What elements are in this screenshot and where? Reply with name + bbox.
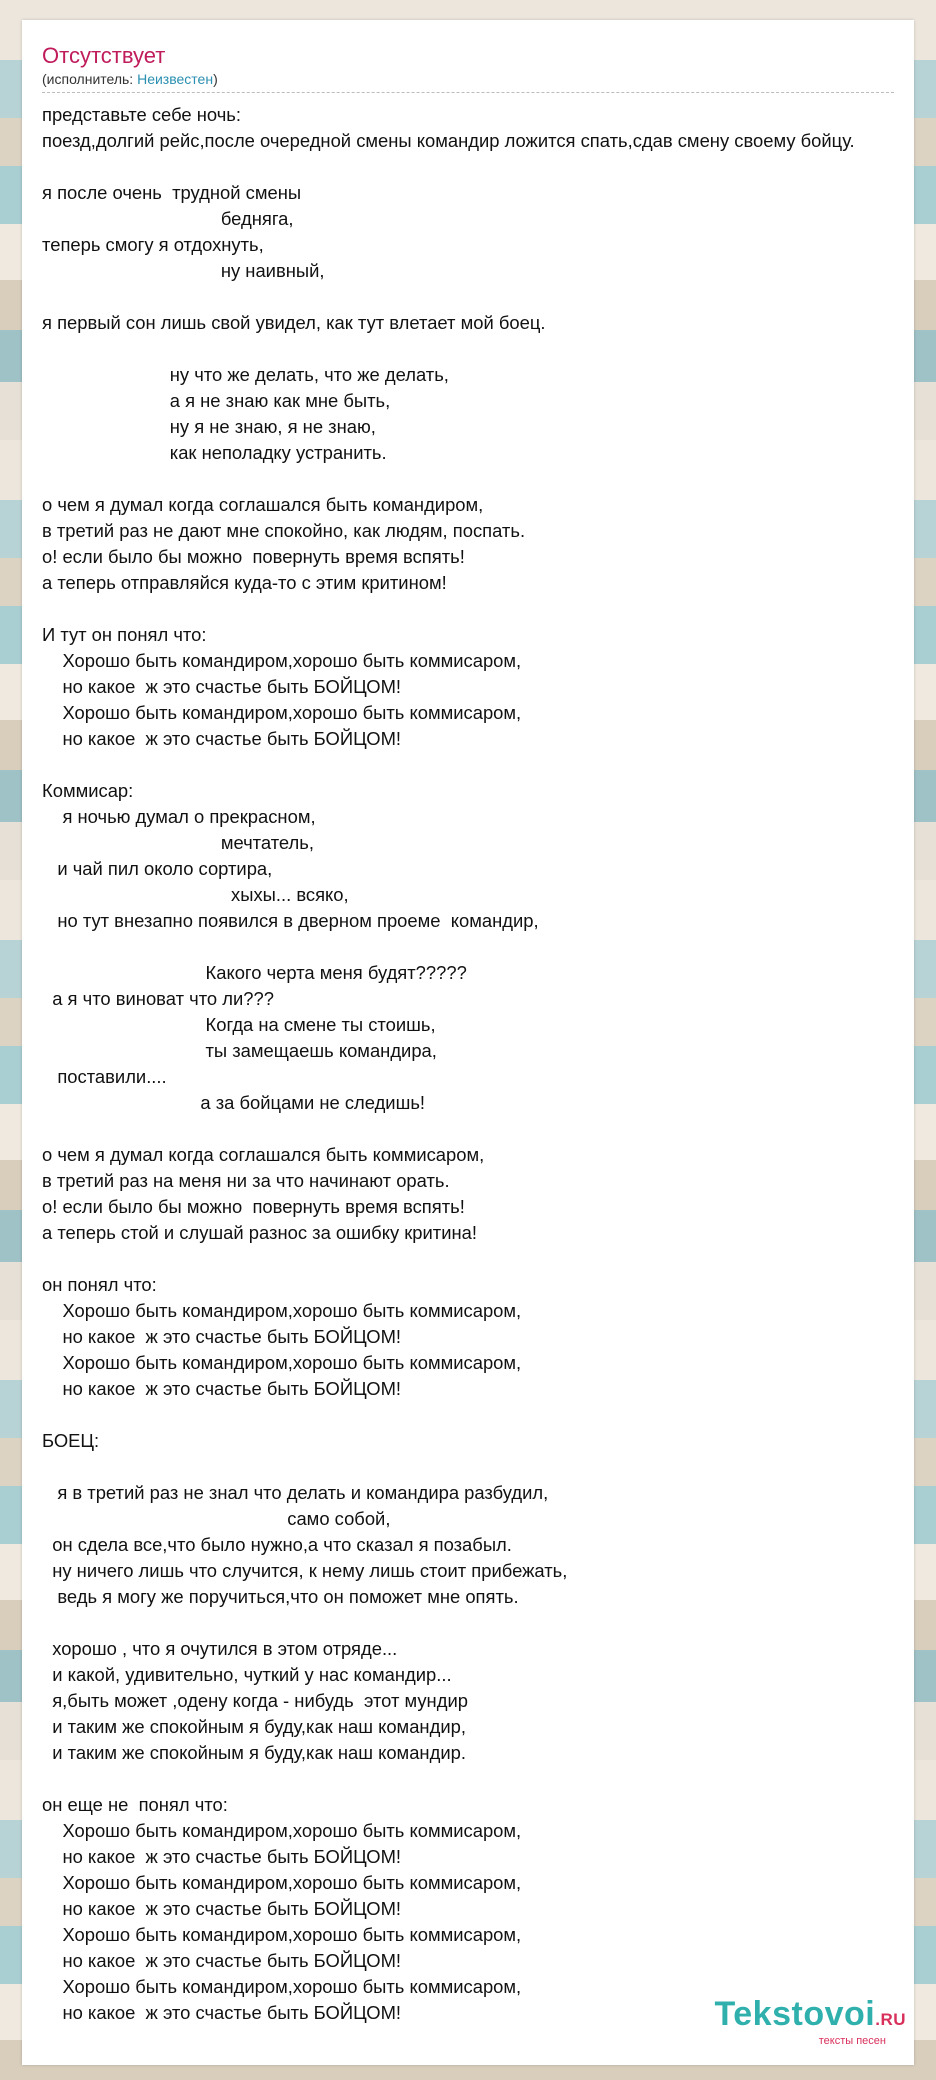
lyric-line: он сдела все,что было нужно,а что сказал я позабыл. — [42, 1534, 512, 1555]
lyric-line: теперь смогу я отдохнуть, — [42, 234, 264, 255]
lyric-line: о чем я думал когда соглашался быть командиром, — [42, 494, 484, 515]
lyric-line: и таким же спокойным я буду,как наш командир, — [42, 1716, 466, 1737]
lyric-line — [42, 596, 914, 622]
performer-line — [42, 70, 894, 93]
lyric-line: Хорошо быть командиром,хорошо быть коммисаром, — [42, 1872, 522, 1893]
lyric-line: Хорошо быть командиром,хорошо быть коммисаром, — [42, 1924, 522, 1945]
lyric-line: он понял что: — [42, 1274, 157, 1295]
lyric-line: БОЕЦ: — [42, 1430, 100, 1451]
performer-prefix: (исполнитель: — [42, 71, 138, 87]
logo-domain: .RU — [875, 2010, 906, 2029]
lyric-line — [42, 1454, 914, 1480]
lyric-line: но какое ж это счастье быть БОЙЦОМ! — [42, 2002, 402, 2023]
lyric-line: Хорошо быть командиром,хорошо быть коммисаром, — [42, 1300, 522, 1321]
logo-tagline: тексты песен — [818, 2035, 886, 2047]
lyric-line: а я не знаю как мне быть, — [42, 390, 391, 411]
lyric-line: я,быть может ,одену когда - нибудь этот мундир — [42, 1690, 468, 1711]
lyric-line: и чай пил около сортира, — [42, 858, 273, 879]
lyric-line: Хорошо быть командиром,хорошо быть коммисаром, — [42, 702, 522, 723]
lyric-line: представьте себе ночь: — [42, 104, 241, 125]
lyric-line: а теперь отправляйся куда-то с этим критином! — [42, 572, 447, 593]
performer-link[interactable]: Неизвестен — [137, 71, 214, 87]
lyric-line: но какое ж это счастье быть БОЙЦОМ! — [42, 1898, 402, 1919]
lyric-line: ну я не знаю, я не знаю, — [42, 416, 376, 437]
lyric-line — [42, 1116, 914, 1142]
lyric-line: а теперь стой и слушай разнос за ошибку критина! — [42, 1222, 477, 1243]
lyric-line — [42, 1246, 914, 1272]
lyric-line: Хорошо быть командиром,хорошо быть коммисаром, — [42, 1352, 522, 1373]
lyric-line: ну наивный, — [42, 260, 325, 281]
lyric-line: о! если было бы можно повернуть время вспять! — [42, 546, 465, 567]
lyrics-card — [22, 20, 914, 2065]
lyric-line: само собой, — [42, 1508, 391, 1529]
lyric-line: ну что же делать, что же делать, — [42, 364, 449, 385]
lyric-line: и таким же спокойным я буду,как наш командир. — [42, 1742, 466, 1763]
song-title: Отсутствует — [42, 43, 166, 68]
lyrics-text — [42, 102, 914, 2026]
site-logo[interactable] — [715, 1997, 906, 2047]
lyric-line — [42, 466, 914, 492]
lyric-line: Какого черта меня будят????? — [42, 962, 467, 983]
lyric-line — [42, 336, 914, 362]
lyric-line: бедняга, — [42, 208, 294, 229]
lyric-line — [42, 154, 914, 180]
lyric-line: и какой, удивительно, чуткий у нас командир... — [42, 1664, 452, 1685]
lyric-line: в третий раз не дают мне спокойно, как людям, поспать. — [42, 520, 526, 541]
lyric-line: ведь я могу же поручиться,что он поможет мне опять. — [42, 1586, 519, 1607]
lyric-line: я первый сон лишь свой увидел, как тут влетает мой боец. — [42, 312, 546, 333]
lyric-line: но какое ж это счастье быть БОЙЦОМ! — [42, 1326, 402, 1347]
logo-name: Tekstovoi — [714, 1995, 876, 2033]
lyric-line: о! если было бы можно повернуть время вспять! — [42, 1196, 465, 1217]
lyric-line: о чем я думал когда соглашался быть коммисаром, — [42, 1144, 485, 1165]
lyric-line: а за бойцами не следишь! — [42, 1092, 426, 1113]
lyric-line: мечтатель, — [42, 832, 314, 853]
lyric-line: И тут он понял что: — [42, 624, 207, 645]
lyric-line: но какое ж это счастье быть БОЙЦОМ! — [42, 728, 402, 749]
lyric-line: хыхы... всяко, — [42, 884, 349, 905]
lyric-line: я в третий раз не знал что делать и командира разбудил, — [42, 1482, 549, 1503]
lyric-line: Хорошо быть командиром,хорошо быть коммисаром, — [42, 1976, 522, 1997]
lyric-line: а я что виноват что ли??? — [42, 988, 274, 1009]
lyric-line: но какое ж это счастье быть БОЙЦОМ! — [42, 676, 402, 697]
song-header — [42, 42, 894, 93]
lyric-line: я после очень трудной смены — [42, 182, 302, 203]
lyric-line — [42, 1402, 914, 1428]
lyric-line: но какое ж это счастье быть БОЙЦОМ! — [42, 1846, 402, 1867]
lyric-line — [42, 284, 914, 310]
lyric-line: но какое ж это счастье быть БОЙЦОМ! — [42, 1378, 402, 1399]
lyric-line: поезд,долгий рейс,после очередной смены командир ложится спать,сдав смену своему бойцу. — [42, 130, 855, 151]
lyric-line: Коммисар: — [42, 780, 134, 801]
lyric-line: он еще не понял что: — [42, 1794, 228, 1815]
lyric-line — [42, 1766, 914, 1792]
lyric-line: как неполадку устранить. — [42, 442, 387, 463]
lyric-line — [42, 752, 914, 778]
lyric-line: ты замещаешь командира, — [42, 1040, 437, 1061]
lyric-line: в третий раз на меня ни за что начинают орать. — [42, 1170, 450, 1191]
lyric-line: хорошо , что я очутился в этом отряде... — [42, 1638, 398, 1659]
lyric-line — [42, 934, 914, 960]
lyric-line: Хорошо быть командиром,хорошо быть коммисаром, — [42, 650, 522, 671]
lyric-line — [42, 1610, 914, 1636]
lyric-line: поставили.... — [42, 1066, 167, 1087]
logo-wordmark — [715, 1997, 906, 2037]
performer-suffix: ) — [213, 71, 218, 87]
lyric-line: но какое ж это счастье быть БОЙЦОМ! — [42, 1950, 402, 1971]
lyric-line: Хорошо быть командиром,хорошо быть коммисаром, — [42, 1820, 522, 1841]
lyric-line: ну ничего лишь что случится, к нему лишь стоит прибежать, — [42, 1560, 568, 1581]
lyric-line: но тут внезапно появился в дверном проеме командир, — [42, 910, 539, 931]
lyric-line: Когда на смене ты стоишь, — [42, 1014, 436, 1035]
lyric-line: я ночью думал о прекрасном, — [42, 806, 316, 827]
